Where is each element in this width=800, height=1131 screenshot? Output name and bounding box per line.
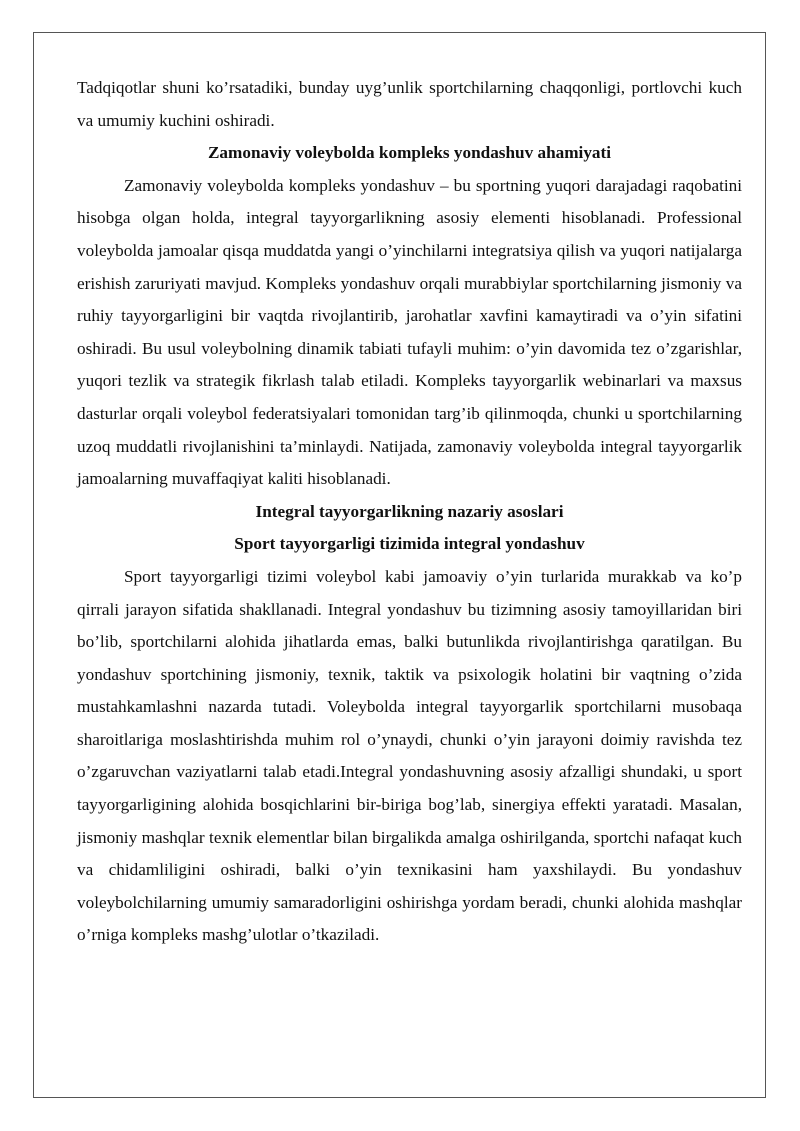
document-body — [77, 72, 742, 952]
section-heading-nazariy-asoslar: Integral tayyorgarlikning nazariy asoslari — [255, 501, 564, 521]
kompleks-yondashuv-paragraph: Zamonaviy voleybolda kompleks yondashuv – bu sportning yuqori darajadagi raqobatini hisobga olgan holda, integral tayyorgarlikning asosiy elementi hisoblanadi. Professional voleybolda jamoalar qisqa muddatda yangi o’yinchilarni integratsiya qilish va yuqori natijalarga erishish zaruriyati mavjud. Kompleks yondashuv orqali murabbiylar sportchilarning jismoniy va ruhiy tayyorgarligini bir vaqtda rivojlantirib, jarohatlar xavfini kamaytiradi va o’yin sifatini oshiradi. Bu usul voleybolning dinamik tabiati tufayli muhim: o’yin davomida tez o’zgarishlar, yuqori tezlik va strategik fikrlash talab etiladi. Kompleks tayyorgarlik webinarlari va maxsus dasturlar orqali voleybol federatsiyalari tomonidan targ’ib qilinmoqda, chunki u sportchilarning uzoq muddatli rivojlanishini ta’minlaydi. Natijada, zamonaviy voleybolda integral tayyorgarlik jamoalarning muvaffaqiyat kaliti hisoblanadi. — [77, 175, 742, 489]
integral-yondashuv-paragraph: Sport tayyorgarligi tizimi voleybol kabi jamoaviy o’yin turlarida murakkab va ko’p qirrali jarayon sifatida shakllanadi. Integral yondashuv bu tizimning asosiy tamoyillaridan biri bo’lib, sportchilarni alohida jihatlarda emas, balki butunlikda rivojlantirishga qaratilgan. Bu yondashuv sportchining jismoniy, texnik, taktik va psixologik holatini bir vaqtning o’zida mustahkamlashni nazarda tutadi. Voleybolda integral tayyorgarlik sportchilarni musobaqa sharoitlariga moslashtirishda muhim rol o’ynaydi, chunki o’yin jarayoni doimiy ravishda tez o’zgaruvchan vaziyatlarni talab etadi.Integral yondashuvning asosiy afzalligi shundaki, u sport tayyorgarligining alohida bosqichlarini bir-biriga bog’lab, sinergiya effekti yaratadi. Masalan, jismoniy mashqlar texnik elementlar bilan birgalikda amalga oshirilganda, sportchi nafaqat kuch va chidamliligini oshiradi, balki o’yin texnikasini ham yaxshilaydi. Bu yondashuv voleybolchilarning umumiy samaradorligini oshirishga yordam beradi, chunki alohida mashqlar o’rniga kompleks mashg’ulotlar o’tkaziladi. — [77, 566, 742, 945]
subsection-heading-integral-yondashuv: Sport tayyorgarligi tizimida integral yondashuv — [234, 534, 585, 554]
section-heading-kompleks-yondashuv: Zamonaviy voleybolda kompleks yondashuv ahamiyati — [207, 143, 612, 163]
intro-paragraph: Tadqiqotlar shuni ko’rsatadiki, bunday uyg’unlik sportchilarning chaqqonligi, portlovchi kuch va umumiy kuchini oshiradi. — [77, 78, 742, 130]
